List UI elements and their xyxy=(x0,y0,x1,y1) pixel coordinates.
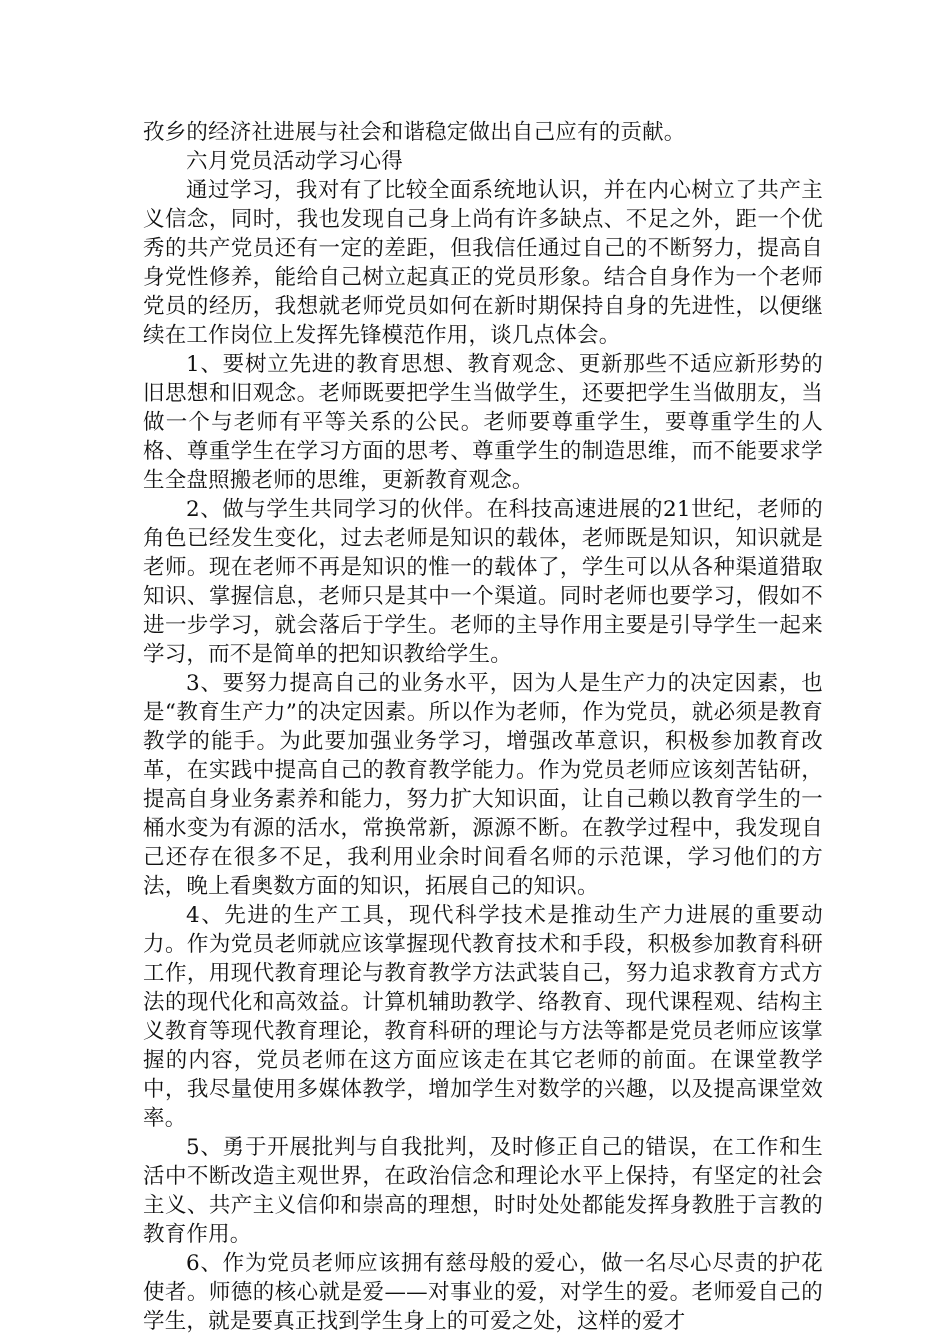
opening-line: 孜乡的经济社进展与社会和谐稳定做出自己应有的贡献。 xyxy=(143,120,686,145)
paragraph-point-2: 2、做与学生共同学习的伙伴。在科技高速进展的21世纪，老师的角色已经发生变化，过去老师是知识的载体，老师既是知识，知识就是老师。现在老师不再是知识的惟一的载体了，学生可以从各种渠道猎取知识、掌握信息，老师只是其中一个渠道。同时老师也要学习，假如不进一步学习，就会落后于学生。老师的主导作用主要是引导学生一起来学习，而不是简单的把知识教给学生。 xyxy=(143,497,823,667)
paragraph-point-6: 6、作为党员老师应该拥有慈母般的爱心，做一名尽心尽责的护花使者。师德的核心就是爱——对事业的爱，对学生的爱。老师爱自己的学生，就是要真正找到学生身上的可爱之处，这样的爱才 xyxy=(143,1251,823,1334)
paragraph-point-5: 5、勇于开展批判与自我批判，及时修正自己的错误，在工作和生活中不断改造主观世界，在政治信念和理论水平上保持，有坚定的社会主义、共产主义信仰和崇高的理想，时时处处都能发挥身教胜于言教的教育作用。 xyxy=(143,1135,823,1247)
paragraph-point-1: 1、要树立先进的教育思想、教育观念、更新那些不适应新形势的旧思想和旧观念。老师既要把学生当做学生，还要把学生当做朋友，当做一个与老师有平等关系的公民。老师要尊重学生，要尊重学生的人格、尊重学生在学习方面的思考、尊重学生的制造思维，而不能要求学生全盘照搬老师的思维，更新教育观念。 xyxy=(143,352,823,493)
paragraph-intro: 通过学习，我对有了比较全面系统地认识，并在内心树立了共产主义信念，同时，我也发现自己身上尚有许多缺点、不足之外，距一个优秀的共产党员还有一定的差距，但我信任通过自己的不断努力，提高自身党性修养，能给自己树立起真正的党员形象。结合自身作为一个老师党员的经历，我想就老师党员如何在新时期保持自身的先进性，以便继续在工作岗位上发挥先锋模范作用，谈几点体会。 xyxy=(143,178,823,348)
paragraph-point-4: 4、先进的生产工具，现代科学技术是推动生产力进展的重要动力。作为党员老师就应该掌握现代教育技术和手段，积极参加教育科研工作，用现代教育理论与教育教学方法武装自己，努力追求教育方式方法的现代化和高效益。计算机辅助教学、络教育、现代课程观、结构主义教育等现代教育理论，教育科研的理论与方法等都是党员老师应该掌握的内容，党员老师在这方面应该走在其它老师的前面。在课堂教学中，我尽量使用多媒体教学，增加学生对数学的兴趣，以及提高课堂效率。 xyxy=(143,903,823,1131)
section-title: 六月党员活动学习心得 xyxy=(186,149,404,174)
paragraph-point-3: 3、要努力提高自己的业务水平，因为人是生产力的决定因素，也是“教育生产力”的决定因素。所以作为老师，作为党员，就必须是教育教学的能手。为此要加强业务学习，增强改革意识，积极参加教育改革，在实践中提高自己的教育教学能力。作为党员老师应该刻苦钻研，提高自身业务素养和能力，努力扩大知识面，让自己赖以教育学生的一桶水变为有源的活水，常换常新，源源不断。在教学过程中，我发现自己还存在很多不足，我利用业余时间看名师的示范课，学习他们的方法，晚上看奥数方面的知识，拓展自己的知识。 xyxy=(143,671,823,899)
document-page xyxy=(143,118,823,1336)
